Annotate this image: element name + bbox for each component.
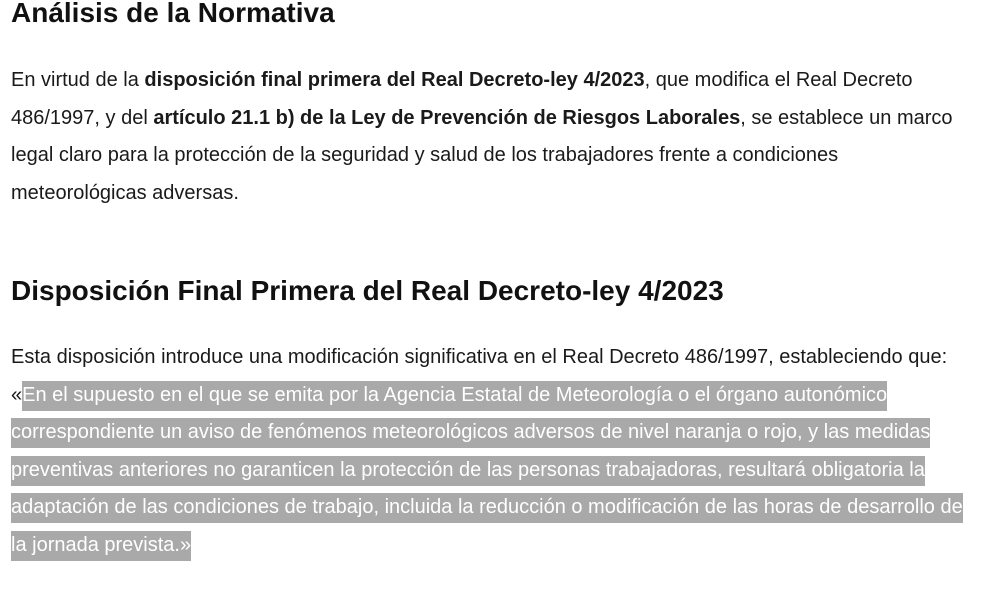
section-heading-disposicion: Disposición Final Primera del Real Decreto-ley 4/2023 xyxy=(11,275,724,306)
paragraph-intro-text: Esta disposición introduce una modificación significativa en el Real Decreto 486/1997, estableciendo que: « xyxy=(11,346,948,406)
paragraph-text: , se establece un marco legal claro para la protección de la seguridad y salud de los trabajadores frente a condiciones meteorológicas adversas. xyxy=(11,106,953,204)
bold-text-disposicion: disposición final primera del Real Decreto-ley 4/2023 xyxy=(144,69,645,91)
paragraph-analisis xyxy=(11,62,971,212)
paragraph-disposicion xyxy=(11,339,971,564)
selected-quote-text[interactable]: En el supuesto en el que se emita por la Agencia Estatal de Meteorología o el órgano autonómico correspondiente un aviso de fenómenos meteorológicos adversos de nivel naranja o rojo, y las medidas preventivas anteriores no garanticen la protección de las personas trabajadoras, resultará obligatoria la adaptación de las condiciones de trabajo, incluida la reducción o modificación de las horas de desarrollo de la jornada prevista.» xyxy=(11,381,963,561)
section-heading-analisis: Análisis de la Normativa xyxy=(11,0,335,28)
paragraph-text: , que modifica el Real Decreto 486/1997, y del xyxy=(11,69,913,129)
paragraph-text: En virtud de la xyxy=(11,69,145,91)
bold-text-articulo: artículo 21.1 b) de la Ley de Prevención de Riesgos Laborales xyxy=(153,106,741,129)
